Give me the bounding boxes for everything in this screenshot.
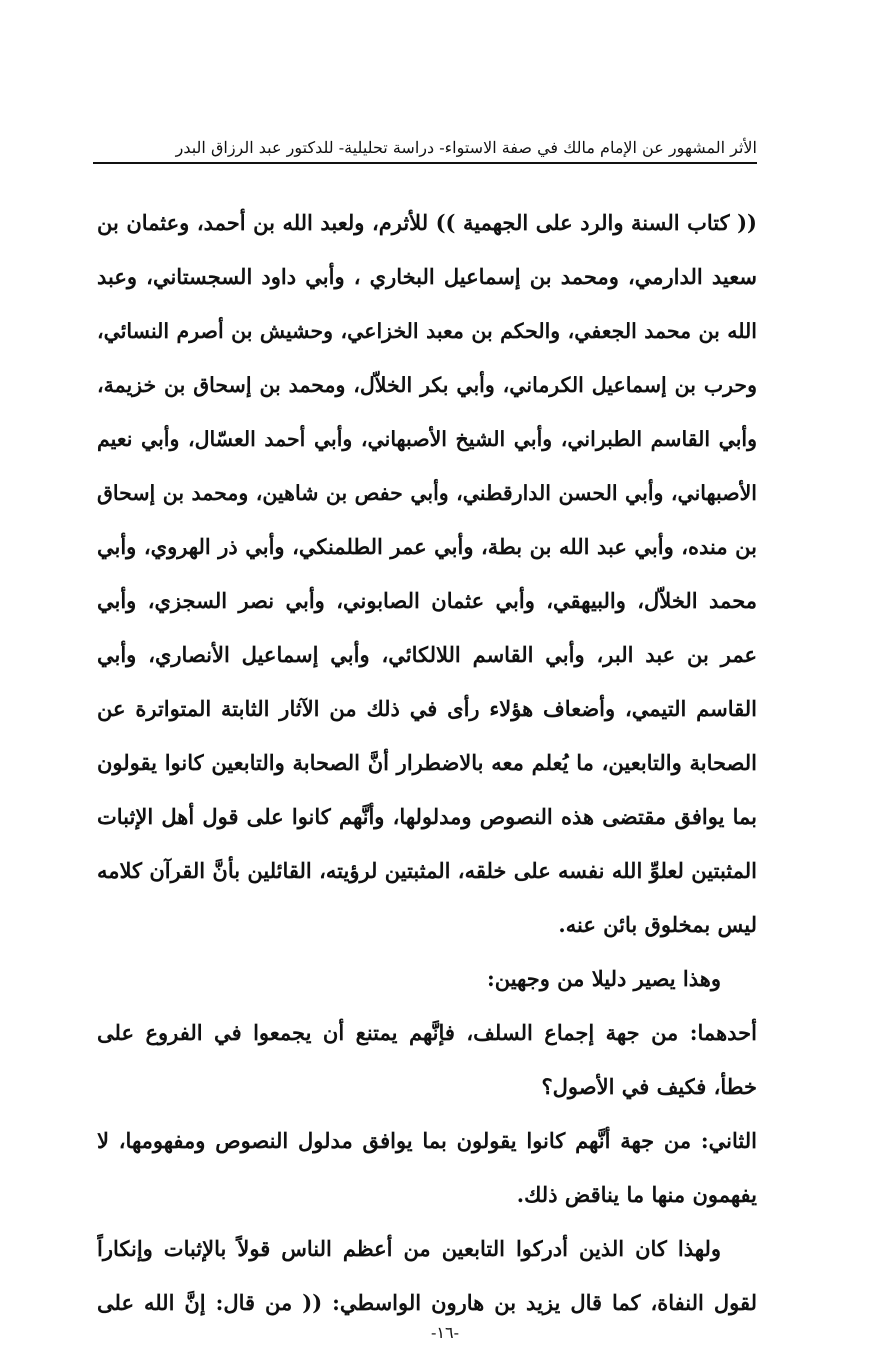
text-line: الله بن محمد الجعفي، والحكم بن معبد الخزاعي، وحشيش بن أصرم النسائي، (97, 319, 757, 343)
text-line: خطأ، فكيف في الأصول؟ (541, 1074, 757, 1099)
text-line: ليس بمخلوق بائن عنه. (558, 912, 757, 937)
text-line: بن منده، وأبي عبد الله بن بطة، وأبي عمر الطلمنكي، وأبي ذر الهروي، وأبي (97, 534, 757, 559)
text-line: محمد الخلاّل، والبيهقي، وأبي عثمان الصابوني، وأبي نصر السجزي، وأبي (97, 588, 757, 613)
text-line: (( كتاب السنة والرد على الجهمية )) للأثرم، ولعبد الله بن أحمد، وعثمان بن (97, 210, 757, 235)
text-line: وأبي القاسم الطبراني، وأبي الشيخ الأصبهاني، وأبي أحمد العسّال، وأبي نعيم (97, 427, 757, 451)
running-header: الأثر المشهور عن الإمام مالك في صفة الاستواء- دراسة تحليلية- للدكتور عبد الرزاق البدر (175, 138, 757, 157)
text-line: المثبتين لعلوِّ الله نفسه على خلقه، المثبتين لرؤيته، القائلين بأنَّ القرآن كلامه (97, 858, 757, 883)
text-line: وهذا يصير دليلا من وجهين: (486, 966, 721, 991)
text-line: الأصبهاني، وأبي الحسن الدارقطني، وأبي حفص بن شاهين، ومحمد بن إسحاق (97, 481, 757, 505)
text-line: ولهذا كان الذين أدركوا التابعين من أعظم الناس قولاً بالإثبات وإنكاراً (97, 1236, 721, 1261)
text-line: يفهمون منها ما يناقض ذلك. (516, 1182, 757, 1207)
text-line: بما يوافق مقتضى هذه النصوص ومدلولها، وأنَّهم كانوا على قول أهل الإثبات (97, 804, 757, 829)
text-line: الصحابة والتابعين، ما يُعلم معه بالاضطرار أنَّ الصحابة والتابعين كانوا يقولون (97, 750, 757, 775)
page-number: -١٦- (431, 1323, 459, 1342)
text-line: لقول النفاة، كما قال يزيد بن هارون الواسطي: (( من قال: إنَّ الله على (97, 1290, 757, 1315)
header-rule (93, 162, 757, 164)
text-line: القاسم التيمي، وأضعاف هؤلاء رأى في ذلك من الآثار الثابتة المتواترة عن (97, 696, 757, 721)
text-line: الثاني: من جهة أنَّهم كانوا يقولون بما يوافق مدلول النصوص ومفهومها، لا (97, 1128, 757, 1153)
text-line: عمر بن عبد البر، وأبي القاسم اللالكائي، وأبي إسماعيل الأنصاري، وأبي (97, 642, 757, 667)
text-line: سعيد الدارمي، ومحمد بن إسماعيل البخاري ، وأبي داود السجستاني، وعبد (97, 264, 757, 289)
text-line: وحرب بن إسماعيل الكرماني، وأبي بكر الخلاّل، ومحمد بن إسحاق بن خزيمة، (97, 373, 757, 397)
text-line: أحدهما: من جهة إجماع السلف، فإنَّهم يمتنع أن يجمعوا في الفروع على (97, 1020, 757, 1045)
body-text (97, 196, 757, 1330)
